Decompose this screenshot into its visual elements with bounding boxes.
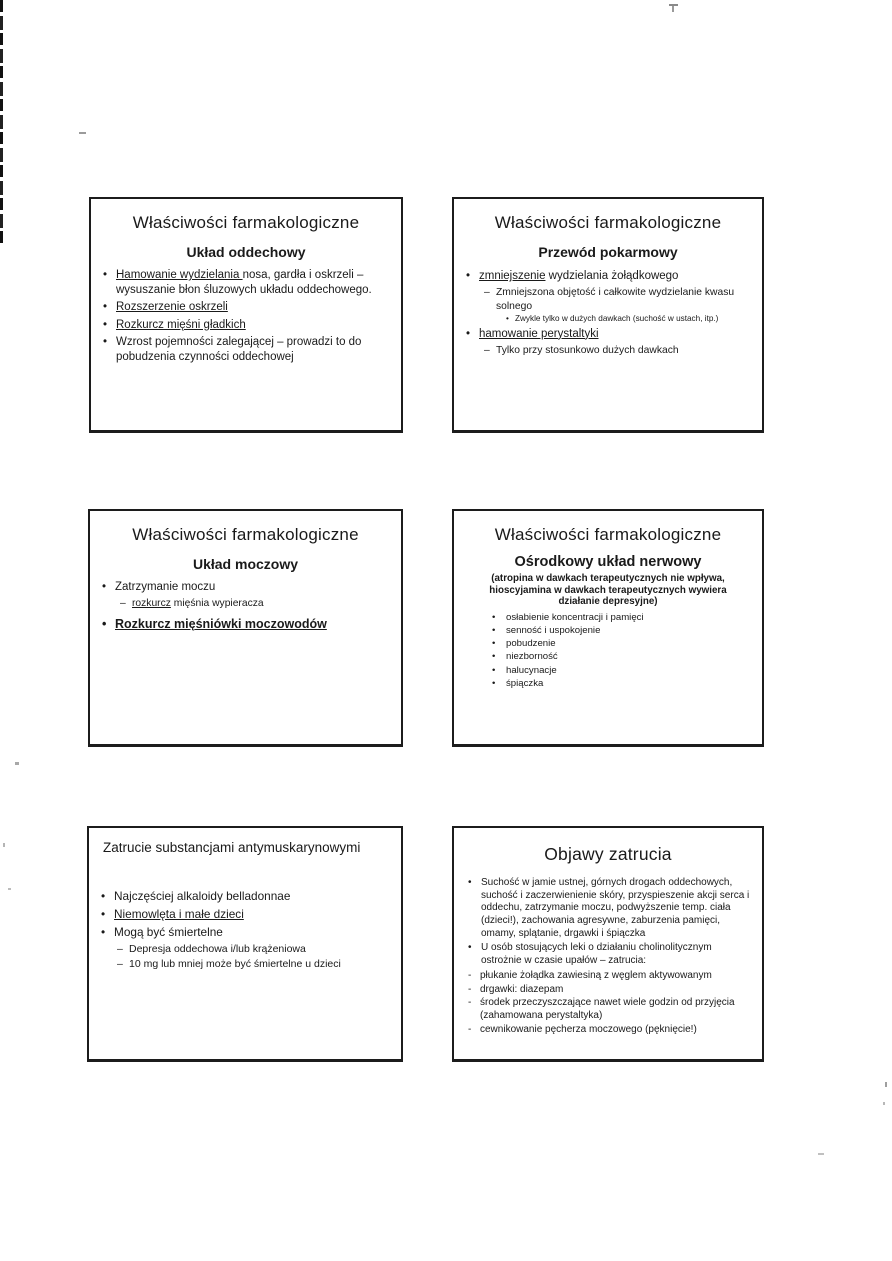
bullet-marker: - [468, 983, 472, 995]
bullet-list [89, 889, 401, 972]
bullet-marker: • [102, 616, 107, 631]
bullet-marker: • [506, 313, 509, 323]
bullet-item [492, 665, 754, 677]
bullet-item [468, 997, 754, 1023]
bullet-text: Tylko przy stosunkowo dużych dawkach [496, 344, 679, 356]
bullet-item [466, 327, 754, 342]
bullet-marker: • [492, 664, 496, 676]
bullet-list [454, 877, 762, 1037]
slide-uklad-oddechowy [89, 197, 403, 433]
bullet-marker: • [492, 651, 496, 663]
bullet-marker: – [117, 943, 123, 956]
bullet-text: Rozszerzenie oskrzeli [116, 301, 228, 314]
bullet-item [468, 877, 752, 940]
bullet-item [103, 300, 393, 315]
slide-subtitle: Ośrodkowy układ nerwowy [514, 554, 702, 570]
bullet-item [102, 580, 393, 595]
slide-uklad-moczowy [88, 509, 403, 747]
bullet-text: U osób stosujących leki o działaniu cholinolitycznym ostrożnie w czasie upałów – zatrucia: [481, 942, 712, 967]
bullet-marker: • [492, 611, 496, 623]
bullet-item [468, 984, 754, 997]
slide-objawy-zatrucia [452, 826, 764, 1062]
bullet-item [492, 638, 754, 650]
bullet-text: płukanie żołądka zawiesiną z węglem aktywowanym [480, 969, 712, 981]
slide-title: Właściwości farmakologiczne [494, 525, 722, 544]
bullet-marker: – [484, 344, 490, 356]
bullet-text: drgawki: diazepam [480, 983, 564, 995]
bullet-text: senność i uspokojenie [506, 624, 601, 636]
bullet-marker: – [117, 958, 123, 971]
bullet-text: Niemowlęta i małe dzieci [114, 907, 244, 922]
bullet-marker: – [484, 287, 490, 299]
bullet-marker: • [468, 942, 472, 954]
bullet-marker: • [103, 301, 108, 314]
bullet-text: 10 mg lub mniej może być śmiertelne u dzieci [129, 958, 341, 971]
bullet-text: pobudzenie [506, 638, 556, 650]
bullet-item [117, 943, 393, 957]
bullet-marker: • [103, 335, 108, 348]
bullet-marker: • [492, 677, 496, 689]
bullet-text: Mogą być śmiertelne [114, 925, 223, 940]
bullet-item [484, 286, 754, 313]
bullet-item [484, 344, 754, 357]
scan-edge-artifact [0, 0, 3, 246]
bullet-text: rozkurcz mięśnia wypieracza [132, 598, 264, 610]
scan-speck [8, 888, 11, 890]
bullet-text: środek przeczyszczające nawet wiele godzin od przyjęcia (zahamowana perystaltyka) [480, 997, 735, 1022]
slide-przewod-pokarmowy [452, 197, 764, 433]
bullet-text: halucynacje [506, 664, 557, 676]
bullet-list [454, 269, 762, 357]
bullet-text: osłabienie koncentracji i pamięci [506, 611, 644, 623]
bullet-text: zmniejszenie wydzielania żołądkowego [479, 270, 679, 282]
bullet-list [90, 580, 401, 632]
slide-title: Właściwości farmakologiczne [494, 213, 722, 232]
bullet-item [466, 269, 754, 284]
bullet-item [102, 616, 393, 633]
slide-title: Właściwości farmakologiczne [132, 213, 360, 232]
bullet-item [120, 597, 393, 610]
slide-title: Właściwości farmakologiczne [132, 525, 359, 544]
slide-subtitle: Przewód pokarmowy [538, 244, 678, 260]
bullet-text: cewnikowanie pęcherza moczowego (pęknięcie!) [480, 1024, 697, 1035]
scan-speck [818, 1153, 824, 1155]
bullet-item [103, 268, 393, 298]
bullet-text: niezborność [506, 651, 558, 663]
scan-speck [672, 6, 674, 12]
bullet-marker: • [101, 925, 106, 940]
bullet-text: Suchość w jamie ustnej, górnych drogach oddechowych, suchość i zaczerwienienie skóry, przyspieszenie akcji serca i oddechu, zatrzymanie moczu, podwyższenie temp. ciała (dzieci!), zachowania agresywne, zaburzenia pamięci, omamy, splątanie, drgawki i śpiączka [481, 877, 750, 939]
bullet-text: Hamowanie wydzielania nosa, gardła i oskrzeli – wysuszanie błon śluzowych układu oddechowego. [116, 269, 372, 297]
bullet-item [103, 335, 393, 365]
scan-speck [883, 1102, 885, 1105]
bullet-marker: - [468, 969, 472, 981]
bullet-item [492, 678, 754, 690]
bullet-text: Rozkurcz mięśniówki moczowodów [115, 616, 327, 631]
scan-speck [15, 762, 19, 765]
bullet-list [91, 268, 401, 365]
bullet-marker: – [120, 598, 126, 610]
bullet-item [506, 314, 754, 325]
bullet-marker: • [101, 907, 106, 922]
bullet-marker: • [102, 581, 107, 593]
bullet-text: Wzrost pojemności zalegającej – prowadzi to do pobudzenia czynności oddechowej [116, 335, 362, 363]
bullet-text: hamowanie perystaltyki [479, 327, 599, 340]
bullet-marker: • [103, 318, 108, 331]
bullet-item [492, 651, 754, 663]
bullet-list [454, 612, 762, 691]
bullet-marker: • [101, 889, 106, 903]
bullet-marker: • [466, 327, 471, 340]
bullet-text: Depresja oddechowa i/lub krążeniowa [129, 943, 306, 956]
bullet-text: śpiączka [506, 677, 544, 689]
bullet-item [101, 907, 393, 923]
bullet-marker: • [466, 270, 471, 282]
bullet-item [101, 889, 393, 905]
bullet-marker: • [492, 624, 496, 636]
bullet-text: Rozkurcz mięśni gładkich [116, 318, 246, 331]
bullet-text: Zwykle tylko w dużych dawkach (suchość w ustach, itp.) [515, 313, 719, 323]
bullet-text: Najczęściej alkaloidy belladonnae [114, 889, 291, 903]
slide-zatrucie-substancjami [87, 826, 403, 1062]
slide-osrodkowy-uklad-nerwowy [452, 509, 764, 747]
slide-title: Objawy zatrucia [544, 844, 672, 864]
slide-note: (atropina w dawkach terapeutycznych nie wpływa, hioscyjamina w dawkach terapeutycznych wywiera działanie depresyjne) [489, 573, 727, 608]
bullet-item [117, 958, 393, 972]
scan-speck [885, 1082, 887, 1087]
slide-subtitle: Układ oddechowy [186, 244, 306, 260]
scan-speck [3, 843, 5, 847]
bullet-item [492, 612, 754, 624]
bullet-text: Zmniejszona objętość i całkowite wydzielanie kwasu solnego [496, 287, 735, 312]
bullet-item [101, 925, 393, 941]
bullet-item [468, 942, 752, 967]
bullet-marker: • [468, 877, 472, 888]
bullet-item [492, 625, 754, 637]
bullet-text: Zatrzymanie moczu [115, 581, 216, 593]
bullet-marker: - [468, 997, 472, 1009]
scan-speck [79, 132, 86, 134]
bullet-item [468, 970, 754, 983]
bullet-marker: • [103, 269, 108, 281]
bullet-item [103, 318, 393, 333]
bullet-marker: • [492, 638, 496, 650]
slide-subtitle: Układ moczowy [192, 556, 299, 572]
bullet-item [468, 1024, 754, 1037]
bullet-marker: - [468, 1024, 472, 1035]
slide-title: Zatrucie substancjami antymuskarynowymi [103, 840, 361, 855]
